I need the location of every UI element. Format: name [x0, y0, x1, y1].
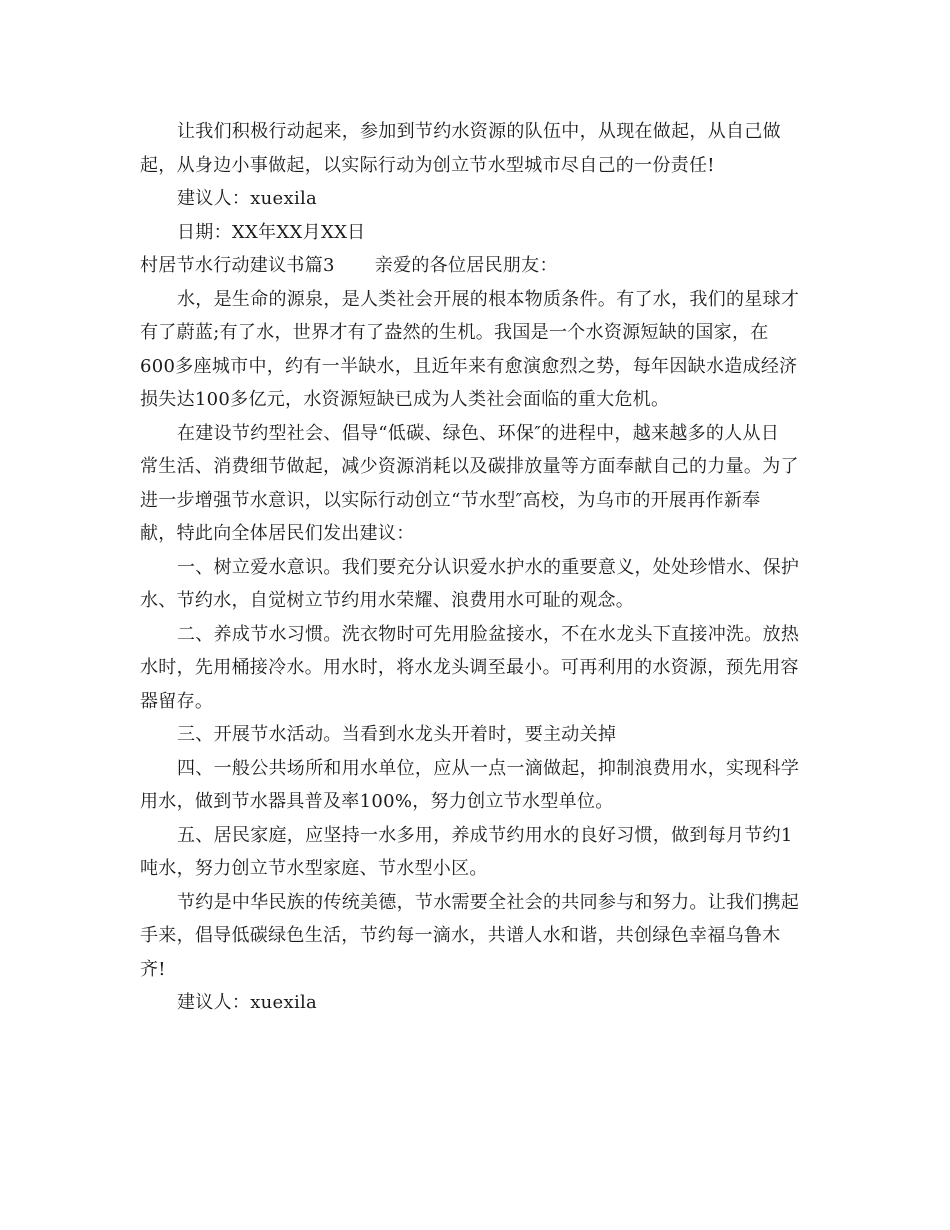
list-item-line: 四、一般公共场所和用水单位，应从一点一滴做起，抑制浪费用水，实现科学 [177, 757, 800, 779]
paragraph-line: 600多座城市中，约有一半缺水，且近年来有愈演愈烈之势，每年因缺水造成经济 [140, 355, 798, 377]
paragraph-line: 节约是中华民族的传统美德，节水需要全社会的共同参与和努力。让我们携起 [177, 891, 800, 913]
proposer-line: 建议人：xuexila [177, 188, 318, 209]
list-item-line: 器留存。 [140, 690, 214, 712]
list-item-line: 二、养成节水习惯。洗衣物时可先用脸盆接水，不在水龙头下直接冲洗。放热 [177, 623, 800, 645]
paragraph-line: 有了蔚蓝;有了水，世界才有了盎然的生机。我国是一个水资源短缺的国家，在 [140, 322, 769, 343]
list-item-line: 一、树立爱水意识。我们要充分认识爱水护水的重要意义，处处珍惜水、保护 [177, 556, 800, 578]
paragraph-line: 水，是生命的源泉，是人类社会开展的根本物质条件。有了水，我们的星球才 [177, 288, 800, 310]
paragraph-line: 齐! [140, 958, 166, 980]
paragraph-line: 献，特此向全体居民们发出建议： [140, 523, 415, 544]
paragraph-line: 损失达100多亿元，水资源短缺已成为人类社会面临的重大危机。 [140, 389, 670, 410]
list-item-line: 水、节约水，自觉树立节约用水荣耀、浪费用水可耻的观念。 [140, 590, 635, 611]
paragraph-line: 常生活、消费细节做起，减少资源消耗以及碳排放量等方面奉献自己的力量。为了 [140, 456, 799, 477]
list-item-line: 吨水，努力创立节水型家庭、节水型小区。 [140, 858, 488, 879]
section-heading [140, 249, 815, 283]
paragraph-line: 让我们积极行动起来，参加到节约水资源的队伍中，从现在做起，从自己做 [177, 121, 781, 142]
paragraph-line: 进一步增强节水意识，以实际行动创立“节水型″高校，为乌市的开展再作新奉 [140, 489, 761, 511]
date-line: 日期：XX年XX月XX日 [177, 221, 366, 243]
document-page [140, 115, 815, 1020]
paragraph-line: 在建设节约型社会、倡导“低碳、绿色、环保″的进程中，越来越多的人从日 [177, 422, 780, 444]
paragraph-line: 手来，倡导低碳绿色生活，节约每一滴水，共谱人水和谐，共创绿色幸福乌鲁木 [140, 925, 781, 946]
greeting: 亲爱的各位居民朋友： [374, 255, 558, 276]
proposer-line: 建议人：xuexila [177, 992, 318, 1013]
list-item-line: 用水，做到节水器具普及率100%，努力创立节水型单位。 [140, 791, 614, 812]
section-title: 村居节水行动建议书篇3 [140, 255, 335, 276]
list-item-line: 水时，先用桶接冷水。用水时，将水龙头调至最小。可再利用的水资源，预先用容 [140, 657, 799, 678]
list-item-line: 五、居民家庭，应坚持一水多用，养成节约用水的良好习惯，做到每月节约1 [177, 824, 793, 846]
paragraph-line: 起，从身边小事做起，以实际行动为创立节水型城市尽自己的一份责任! [140, 154, 715, 176]
list-item-line: 三、开展节水活动。当看到水龙头开着时，要主动关掉 [177, 724, 617, 745]
